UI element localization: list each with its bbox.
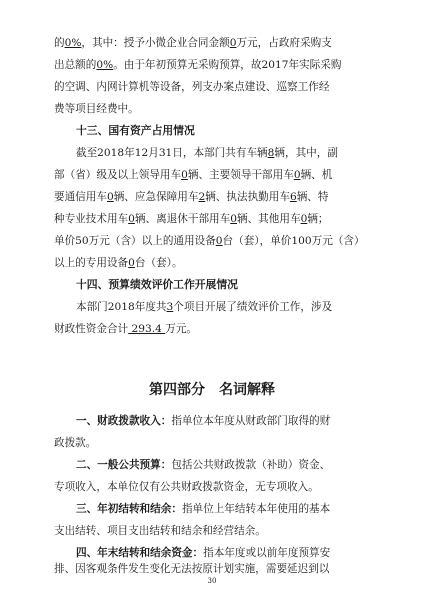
- text-line: 排、因客观条件发生变化无法按原计划实施，需要延迟到以: [54, 563, 330, 575]
- text-line: 专项收入，本单位仅有公共财政拨款资金，无专项收入。: [54, 481, 319, 493]
- text-line: 以上的专用设备0台（套）。: [54, 257, 183, 269]
- text-line: 出总额的0%。由于年初预算无采购预算，故2017年实际采购: [54, 59, 342, 71]
- text-line: 的0%，其中：授予小微企业合同金额0万元，占政府采购支: [54, 37, 332, 49]
- text-line: 部（省）级及以上领导用车0辆、主要领导干部用车0辆、机: [54, 169, 333, 181]
- text-line: 截至2018年12月31日，本部门共有车辆8辆，其中，副: [76, 147, 338, 159]
- text-line: 的空调、内网计算机等设备，列支办案点建设、巡察工作经: [54, 81, 330, 93]
- text-line: 费等项目经费中。: [54, 103, 139, 115]
- term-line: 二、一般公共预算：包括公共财政拨款（补助）资金、: [76, 459, 331, 471]
- page-number: 30: [207, 577, 217, 585]
- text-line: 本部门2018年度共3个项目开展了绩效评价工作，涉及: [76, 301, 333, 313]
- part-title: 第四部分 名词解释: [149, 382, 275, 398]
- section-heading: 十四、预算绩效评价工作开展情况: [76, 278, 238, 291]
- text-line: 政拨款。: [54, 437, 97, 449]
- text-line: 支出结转、项目支出结转和结余和经营结余。: [54, 525, 266, 537]
- text-line: 要通信用车0辆、应急保障用车2辆、执法执勤用车6辆、特: [54, 191, 329, 203]
- text-line: 财政性资金合计 293.4 万元。: [54, 323, 198, 335]
- term-line: 一、财政拨款收入：指单位本年度从财政部门取得的财: [76, 415, 331, 427]
- text-line: 单价50万元（含）以上的通用设备0台（套），单价100万元（含）: [54, 235, 365, 247]
- section-heading: 十三、国有资产占用情况: [76, 124, 195, 137]
- term-line: 三、年初结转和结余：指单位上年结转本年使用的基本: [76, 503, 331, 515]
- term-line: 四、年末结转和结余资金：指本年度或以前年度预算安: [76, 547, 331, 559]
- text-line: 种专业技术用车0辆、离退休干部用车0辆、其他用车0辆；: [54, 213, 329, 225]
